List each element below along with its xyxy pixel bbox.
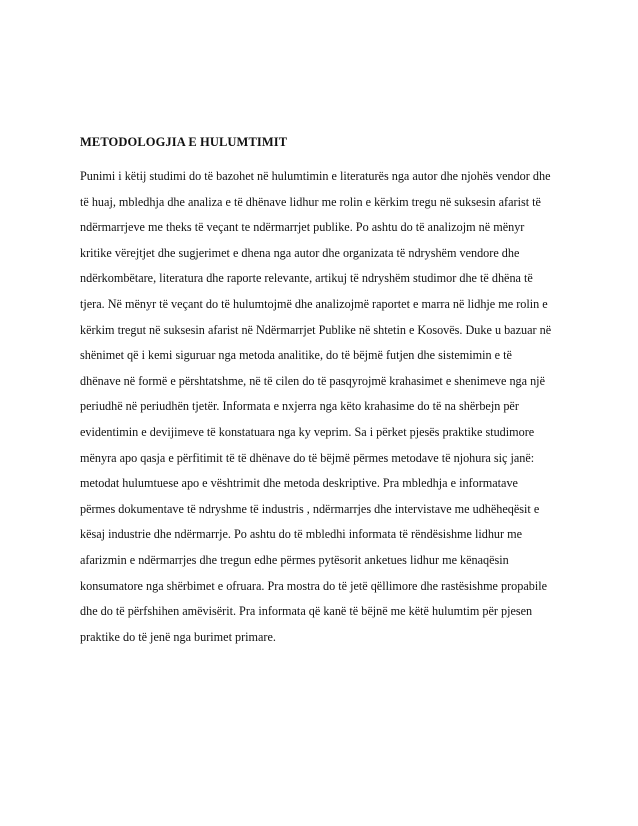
text-line: evidentimin e devijimeve të konstatuara nga ky veprim. Sa i përket pjesës praktike studimore <box>80 424 535 439</box>
text-line: përmes dokumentave të ndryshme të industris , ndërmarrjes dhe intervistave me udhëheqësit e <box>80 501 540 516</box>
text-line: periudhë në periudhën tjetër. Informata e nxjerra nga këto krahasime do të na shërbejn për <box>80 399 519 414</box>
body-paragraph <box>80 164 570 650</box>
text-line: mënyra apo qasja e përfitimit të të dhënave do të bëjmë përmes metodave të njohura siç janë: <box>80 450 535 465</box>
text-line: ndërmarrjeve me theks të veçant te ndërmarrjet publike. Po ashtu do të analizojm në mënyr <box>80 220 525 235</box>
text-line: konsumatore nga shërbimet e ofruara. Pra mostra do të jetë qëllimore dhe rastësishme propabile <box>80 578 548 593</box>
text-line: praktike do të jenë nga burimet primare. <box>80 629 276 644</box>
section-heading: METODOLOGJIA E HULUMTIMIT <box>80 135 288 149</box>
text-line: të huaj, mbledhja dhe analiza e të dhënave lidhur me rolin e kërkim tregu në suksesin afarist të <box>80 194 541 209</box>
text-line: kësaj industrie dhe ndërmarrje. Po ashtu do të mbledhi informata të rëndësishme lidhur me <box>80 527 523 542</box>
text-line: dhe do të përfshihen amëvisërit. Pra informata që kanë të bëjnë me këtë hulumtim për pjesen <box>80 604 533 619</box>
text-line: dhënave në formë e përshtatshme, në të cilen do të pasqyrojmë krahasimet e shenimeve nga një <box>80 373 545 388</box>
text-line: kritike vërejtjet dhe sugjerimet e dhena nga autor dhe organizata të ndryshëm vendore dhe <box>80 245 520 260</box>
text-line: metodat hulumtuese apo e vështrimit dhe metoda deskriptive. Pra mbledhja e informatave <box>80 476 518 491</box>
text-line: afarizmin e ndërmarrjes dhe tregun edhe përmes pytësorit anketues lidhur me kënaqësin <box>80 552 509 567</box>
text-line: tjera. Në mënyr të veçant do të hulumtojmë dhe analizojmë raportet e marra në lidhje me rolin e <box>80 296 548 311</box>
text-line: ndërkombëtare, literatura dhe raporte relevante, artikuj të ndryshëm studimor dhe të dhëna të <box>80 271 533 286</box>
text-line: kërkim tregut në suksesin afarist në Ndërmarrjet Publike në shtetin e Kosovës. Duke u bazuar në <box>80 322 552 337</box>
text-line: shënimet që i kemi siguruar nga metoda analitike, do të bëjmë futjen dhe sistemimin e të <box>80 348 512 363</box>
text-line: Punimi i këtij studimi do të bazohet në hulumtimin e literaturës nga autor dhe njohës vendor dhe <box>80 169 551 183</box>
